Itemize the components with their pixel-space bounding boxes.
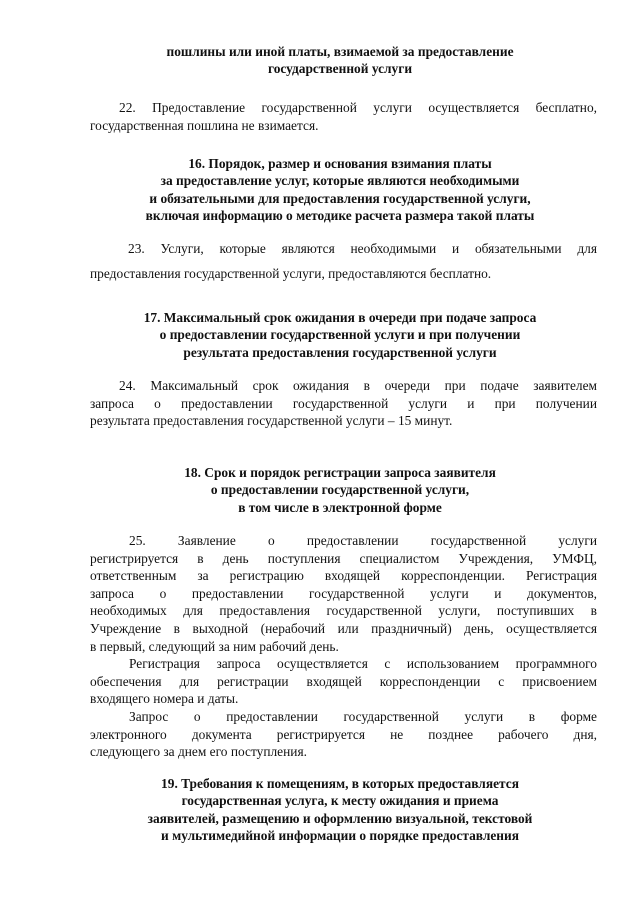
heading-line: 19. Требования к помещениям, в которых предоставляется <box>161 776 519 791</box>
section-19-heading <box>80 775 600 844</box>
paragraph-line: Регистрация запроса осуществляется с использованием программного <box>129 656 597 671</box>
paragraph-line: регистрируется в день поступления специалистом Учреждения, УМФЦ, <box>90 550 597 566</box>
paragraph-24 <box>90 377 597 430</box>
paragraph-line: Учреждение в выходной (нерабочий или праздничный) день, осуществляется <box>90 620 597 636</box>
paragraph-line: государственная пошлина не взимается. <box>90 117 319 133</box>
paragraph-line: Запрос о предоставлении государственной услуги в форме <box>129 709 597 724</box>
heading-line: о предоставлении государственной услуги, <box>210 482 470 498</box>
heading-line: государственная услуга, к месту ожидания и приема <box>181 793 499 809</box>
section-17-heading <box>80 309 600 361</box>
paragraph-22 <box>90 99 597 134</box>
heading-top <box>80 43 600 78</box>
heading-line: о предоставлении государственной услуги и при получении <box>159 327 521 343</box>
paragraph-line: электронного документа регистрируется не позднее рабочего дня, <box>90 726 597 742</box>
paragraph-line: ответственным за регистрацию входящей корреспонденции. Регистрация <box>90 568 597 584</box>
paragraph-line: входящего номера и даты. <box>90 691 239 707</box>
heading-line: 16. Порядок, размер и основания взимания платы <box>188 156 492 171</box>
paragraph-line: 23. Услуги, которые являются необходимыми и обязательными для <box>128 241 597 256</box>
heading-line: 17. Максимальный срок ожидания в очереди при подаче запроса <box>143 310 537 325</box>
paragraph-line: следующего за днем его поступления. <box>90 744 307 760</box>
paragraph-line: обеспечения для регистрации входящей корреспонденции с присвоением <box>90 673 597 689</box>
paragraph-line: запроса о предоставлении государственной услуги и документов, <box>90 585 597 601</box>
paragraph-25 <box>90 532 597 655</box>
paragraph-line: результата предоставления государственной услуги – 15 минут. <box>90 413 453 429</box>
heading-line: 18. Срок и порядок регистрации запроса заявителя <box>184 465 496 480</box>
paragraph-23 <box>90 240 597 282</box>
heading-line: в том числе в электронной форме <box>238 499 442 515</box>
paragraph-25-electronic <box>90 708 597 761</box>
heading-line: пошлины или иной платы, взимаемой за предоставление <box>166 44 514 59</box>
heading-line: заявителей, размещению и оформлению визуальной, текстовой <box>147 810 533 826</box>
heading-line: результата предоставления государственной услуги <box>183 344 497 360</box>
heading-line: и обязательными для предоставления государственной услуги, <box>149 190 531 206</box>
paragraph-25-registration <box>90 655 597 708</box>
paragraph-line: 24. Максимальный срок ожидания в очереди при подаче заявителем <box>119 378 597 393</box>
section-16-heading <box>80 155 600 224</box>
paragraph-line: предоставления государственной услуги, предоставляются бесплатно. <box>90 265 492 281</box>
heading-line: за предоставление услуг, которые являются необходимыми <box>160 173 520 189</box>
paragraph-line: необходимых для предоставления государственной услуги, поступивших в <box>90 603 597 619</box>
paragraph-line: в первый, следующий за ним рабочий день. <box>90 638 339 654</box>
paragraph-line: запроса о предоставлении государственной услуги и при получении <box>90 395 597 411</box>
heading-line: включая информацию о методике расчета размера такой платы <box>145 207 535 223</box>
paragraph-line: 25. Заявление о предоставлении государственной услуги <box>129 533 597 548</box>
section-18-heading <box>80 464 600 516</box>
heading-line: государственной услуги <box>267 61 413 77</box>
heading-line: и мультимедийной информации о порядке предоставления <box>161 827 519 843</box>
paragraph-line: 22. Предоставление государственной услуги осуществляется бесплатно, <box>119 100 597 115</box>
